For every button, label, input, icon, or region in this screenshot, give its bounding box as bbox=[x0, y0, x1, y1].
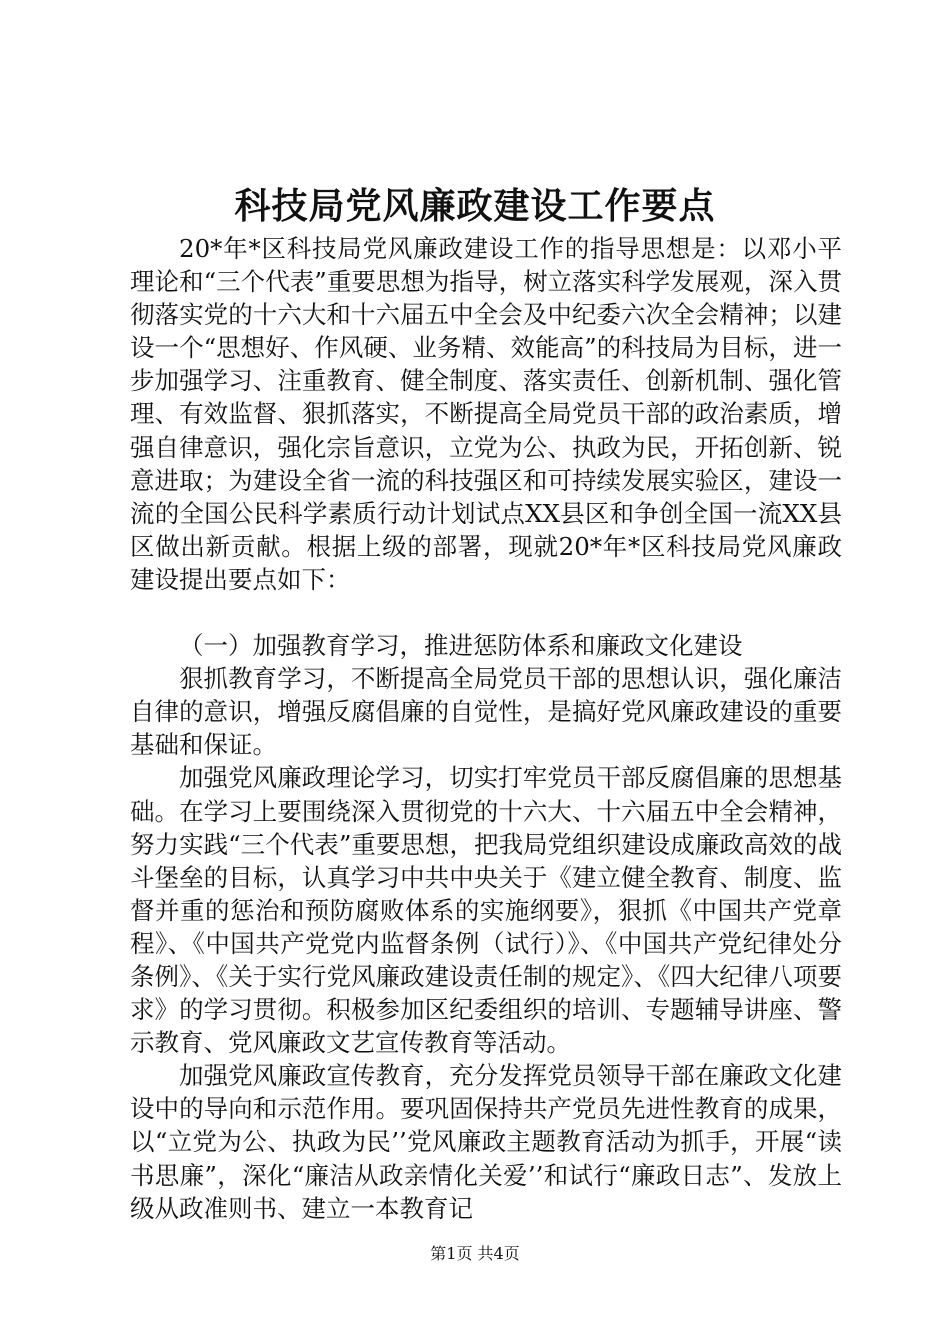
paragraph-intro: 20*年*区科技局党风廉政建设工作的指导思想是：以邓小平理论和“三个代表”重要思想为指导，树立落实科学发展观，深入贯彻落实党的十六大和十六届五中全会及中纪委六次全会精神；以建设一个“思想好、作风硬、业务精、效能高”的科技局为目标，进一步加强学习、注重教育、健全制度、落实责任、创新机制、强化管理、有效监督、狠抓落实，不断提高全局党员干部的政治素质，增强自律意识，强化宗旨意识，立党为公、执政为民，开拓创新、锐意进取；为建设全省一流的科技强区和可持续发展实验区，建设一流的全国公民科学素质行动计划试点XX县区和争创全国一流XX县区做出新贡献。根据上级的部署，现就20*年*区科技局党风廉政建设提出要点如下： bbox=[130, 234, 842, 594]
page-number: 第1页 共4页 bbox=[430, 1244, 520, 1263]
paragraph-theory-study: 加强党风廉政理论学习，切实打牢党员干部反腐倡廉的思想基础。在学习上要围绕深入贯彻党的十六大、十六届五中全会精神，努力实践“三个代表”重要思想，把我局党组织建设成廉政高效的战斗堡垒的目标，认真学习中共中央关于《建立健全教育、制度、监督并重的惩治和预防腐败体系的实施纲要》，狠抓《中国共产党章程》、《中国共产党党内监督条例（试行）》、《中国共产党纪律处分条例》、《关于实行党风廉政建设责任制的规定》、《四大纪律八项要求》的学习贯彻。积极参加区纪委组织的培训、专题辅导讲座、警示教育、党风廉政文艺宣传教育等活动。 bbox=[130, 763, 842, 1058]
document-body bbox=[130, 232, 842, 1225]
section-heading-1: （一）加强教育学习，推进惩防体系和廉政文化建设 bbox=[179, 631, 743, 661]
paragraph-publicity-education: 加强党风廉政宣传教育，充分发挥党员领导干部在廉政文化建设中的导向和示范作用。要巩固保持共产党员先进性教育的成果，以“立党为公、执政为民’’党风廉政主题教育活动为抓手，开展“读书思廉”，深化“廉洁从政亲情化关爱’’和试行“廉政日志”、发放上级从政准则书、建立一本教育记 bbox=[130, 1061, 842, 1223]
document-title: 科技局党风廉政建设工作要点 bbox=[234, 185, 716, 227]
paragraph-spacer bbox=[130, 596, 842, 629]
paragraph-section1-intro: 狠抓教育学习，不断提高全局党员干部的思想认识，强化廉洁自律的意识，增强反腐倡廉的自觉性，是搞好党风廉政建设的重要基础和保证。 bbox=[130, 664, 842, 760]
